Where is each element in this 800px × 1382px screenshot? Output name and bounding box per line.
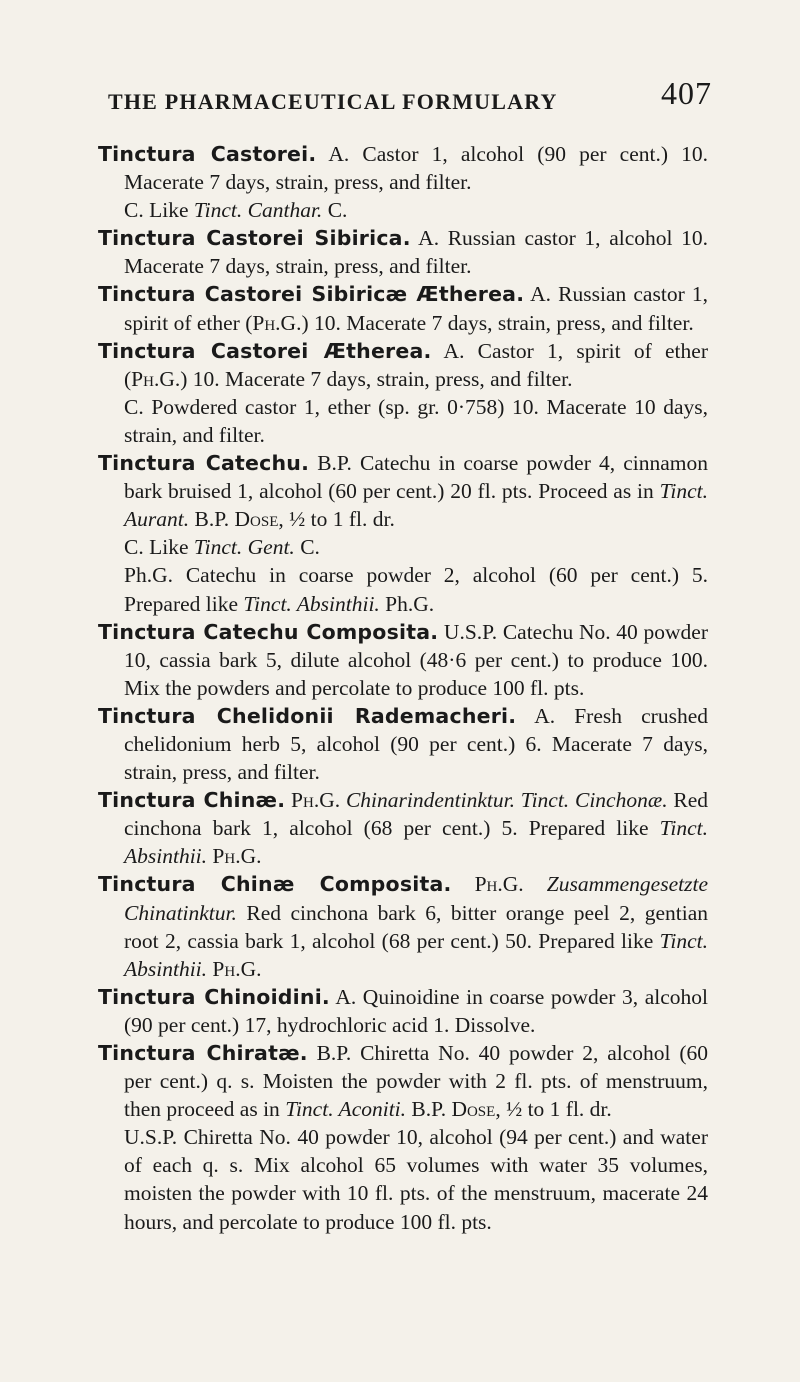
- entry-text: B.P.: [189, 507, 235, 532]
- entry-headword: Tinctura Castorei.: [98, 142, 317, 166]
- small-caps-text: Ph.G.: [291, 788, 341, 813]
- small-caps-text: Ph.G.: [385, 591, 435, 616]
- entry-text: A. Russian castor 1, alcohol 10. Macerate 7 days, strain, press, and filter.: [124, 226, 708, 279]
- entry-headword: Tinctura Catechu.: [98, 451, 310, 476]
- formulary-entry: [98, 140, 708, 196]
- entry-text: , ½ to 1 fl. dr.: [278, 507, 395, 532]
- formulary-entry: [98, 280, 708, 336]
- small-caps-text: Ph.G.: [124, 563, 173, 588]
- formulary-entry: [98, 449, 708, 533]
- small-caps-text: Ph.G.: [252, 310, 302, 335]
- entry-text: B.P. Chiretta No. 40 powder 2, alcohol (60 per cent.) q. s. Moisten the powder with 2 fl. pts. of menstruum, then proceed as in: [124, 1041, 708, 1122]
- entry-subsection: [98, 561, 708, 617]
- italic-reference: Chinarindentinktur.: [345, 788, 515, 813]
- entry-text: Red cinchona bark 1, alcohol (68 per cent.) 5. Prepared like: [124, 788, 709, 841]
- italic-reference: Tinct. Aurant.: [124, 479, 708, 532]
- italic-reference: Tinct. Cinchonæ.: [520, 788, 668, 813]
- formulary-entry: [98, 1039, 708, 1123]
- italic-reference: Tinct. Absinthii.: [124, 928, 708, 981]
- formulary-entry: [98, 983, 708, 1039]
- italic-reference: Tinct. Gent.: [193, 535, 295, 560]
- small-caps-text: Dose: [451, 1097, 496, 1122]
- small-caps-text: Dose: [234, 507, 279, 532]
- small-caps-text: Ph.G.: [131, 366, 181, 391]
- entry-subsection: [98, 533, 708, 561]
- entry-text: C.: [322, 198, 348, 223]
- entry-headword: Tinctura Chinæ.: [98, 788, 286, 813]
- entry-text: A. Quinoidine in coarse powder 3, alcohol (90 per cent.) 17, hydrochloric acid 1. Dissolve.: [124, 984, 708, 1037]
- entry-text: ) 10. Macerate 7 days, strain, press, and filter.: [301, 310, 694, 335]
- entry-headword: Tinctura Chelidonii Rademacheri.: [98, 703, 517, 728]
- entry-text: C.: [294, 535, 320, 560]
- formulary-entries: [98, 140, 708, 1236]
- formulary-entry: [98, 870, 708, 982]
- entry-text: A. Fresh crushed chelidonium herb 5, alcohol (90 per cent.) 6. Macerate 7 days, strain, press, and filter.: [124, 703, 708, 785]
- entry-subsection: [98, 393, 708, 449]
- entry-text: Red cinchona bark 6, bitter orange peel 2, gentian root 2, cassia bark 1, alcohol (68 per cent.) 50. Prepared like: [124, 900, 708, 953]
- entry-text: B.P. Catechu in coarse powder 4, cinnamon bark bruised 1, alcohol (60 per cent.) 20 fl. pts. Proceed as in: [124, 451, 709, 504]
- entry-headword: Tinctura Chinoidini.: [98, 984, 330, 1009]
- entry-text: B.P.: [406, 1097, 452, 1122]
- entry-headword: Tinctura Castorei Sibirica.: [98, 226, 411, 251]
- italic-reference: Tinct. Absinthii.: [243, 591, 380, 616]
- formulary-entry: [98, 618, 708, 702]
- italic-reference: Tinct. Canthar.: [193, 198, 323, 223]
- entry-text: A. Castor 1, alcohol (90 per cent.) 10. Macerate 7 days, strain, press, and filter.: [124, 142, 709, 195]
- entry-text: Catechu in coarse powder 2, alcohol (60 per cent.) 5. Prepared like: [124, 563, 708, 616]
- entry-subsection: [98, 196, 708, 224]
- italic-reference: Tinct. Aconiti.: [285, 1097, 407, 1122]
- entry-headword: Tinctura Chiratæ.: [98, 1041, 308, 1065]
- entry-text: A. Russian castor 1, spirit of ether (: [124, 282, 708, 335]
- formulary-entry: [98, 337, 708, 393]
- entry-text: C. Like: [124, 198, 194, 223]
- page-number: 407: [661, 75, 712, 111]
- entry-text: ) 10. Macerate 7 days, strain, press, and filter.: [180, 366, 573, 391]
- entry-text: [524, 872, 547, 896]
- running-head: [108, 75, 712, 115]
- entry-text: [451, 872, 474, 896]
- small-caps-text: Ph.G.: [474, 872, 524, 897]
- entry-text: , ½ to 1 fl. dr.: [495, 1097, 612, 1122]
- italic-reference: Zusammengesetzte Chinatinktur.: [124, 872, 708, 925]
- small-caps-text: Ph.G.: [212, 956, 262, 981]
- formulary-entry: [98, 786, 708, 870]
- running-title: THE PHARMACEUTICAL FORMULARY: [108, 89, 558, 114]
- small-caps-text: Ph.G.: [212, 844, 262, 869]
- entry-headword: Tinctura Catechu Composita.: [98, 619, 439, 644]
- entry-headword: Tinctura Chinæ Composita.: [98, 872, 452, 897]
- entry-text: A. Castor 1, spirit of ether (: [124, 338, 708, 391]
- entry-text: U.S.P. Chiretta No. 40 powder 10, alcohol (94 per cent.) and water of each q. s. Mix alcohol 65 volumes with water 35 volumes, moisten the powder with 10 fl. pts. of the menstruum, macerate 24 hours, and percolate to produce 100 fl. pts.: [124, 1125, 708, 1234]
- italic-reference: Tinct. Absinthii.: [124, 816, 708, 869]
- entry-text: U.S.P. Catechu No. 40 powder 10, cassia bark 5, dilute alcohol (48·6 per cent.) to produce 100. Mix the powders and percolate to produce 100 fl. pts.: [124, 619, 708, 700]
- formulary-entry: [98, 224, 708, 280]
- formulary-entry: [98, 702, 708, 786]
- entry-text: C. Like: [124, 535, 194, 560]
- entry-headword: Tinctura Castorei Sibiricæ Ætherea.: [98, 282, 525, 307]
- entry-subsection: [98, 1123, 708, 1235]
- entry-text: C. Powdered castor 1, ether (sp. gr. 0·758) 10. Macerate 10 days, strain, and filter.: [124, 394, 708, 447]
- entry-headword: Tinctura Castorei Ætherea.: [98, 338, 432, 363]
